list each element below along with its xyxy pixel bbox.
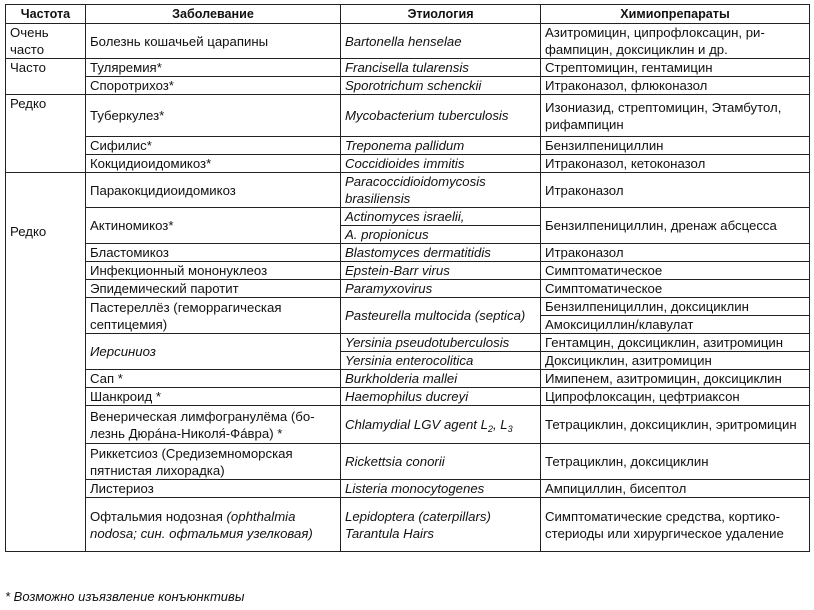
drugs-cell: Гентамцин, доксициклин, азитромицин — [541, 334, 810, 352]
disease-cell: Туляремия* — [86, 59, 341, 77]
table-row — [6, 95, 810, 137]
disease-cell: Пастереллёз (геморрагическая септицемия) — [86, 298, 341, 334]
disease-cell: Шанкроид * — [86, 388, 341, 406]
table-row — [6, 137, 810, 155]
drugs-cell: Доксициклин, азитромицин — [541, 352, 810, 370]
drugs-cell: Итраконазол — [541, 244, 810, 262]
etiology-cell: Blastomyces dermatitidis — [341, 244, 541, 262]
frequency-cell: Редко — [6, 95, 86, 173]
drugs-cell: Итраконазол — [541, 173, 810, 208]
drugs-cell: Ампициллин, бисептол — [541, 480, 810, 498]
disease-cell: Эпидемический паротит — [86, 280, 341, 298]
drugs-cell: Ципрофлоксацин, цефтриаксон — [541, 388, 810, 406]
table-row — [6, 334, 810, 352]
drugs-cell: Изониазид, стрептомицин, Этамбутол, рифампицин — [541, 95, 810, 137]
etiology-cell: Yersinia enterocolitica — [341, 352, 541, 370]
frequency-cell: Очень часто — [6, 24, 86, 59]
etiology-text: Chlamydial LGV agent L — [345, 417, 488, 432]
drugs-cell: Итраконазол, флюконазол — [541, 77, 810, 95]
etiology-cell: Listeria monocytogenes — [341, 480, 541, 498]
table-row — [6, 244, 810, 262]
drugs-cell: Бензилпенициллин, доксициклин — [541, 298, 810, 316]
etiology-cell: Coccidioides immitis — [341, 155, 541, 173]
table-row — [6, 173, 810, 208]
table-row — [6, 388, 810, 406]
etiology-cell: Lepidoptera (caterpillars) Tarantula Hairs — [341, 498, 541, 552]
drugs-cell: Бензилпенициллин, дренаж абсцесса — [541, 208, 810, 244]
drugs-cell: Симптоматическое — [541, 280, 810, 298]
drugs-cell: Тетрациклин, доксициклин — [541, 444, 810, 480]
drugs-cell: Бензилпенициллин — [541, 137, 810, 155]
frequency-cell: Часто — [6, 59, 86, 95]
header-frequency: Частота — [6, 5, 86, 24]
drugs-cell: Имипенем, азитромицин, доксициклин — [541, 370, 810, 388]
table-header-row — [6, 5, 810, 24]
disease-cell: Венерическая лимфогранулёма (болезнь Дюрáна-Николя́-Фáвра) * — [86, 406, 341, 444]
disease-cell: Иерсиниоз — [86, 334, 341, 370]
etiology-cell: Chlamydial LGV agent $L_2$, $L_3$ — [341, 406, 541, 444]
etiology-cell: Haemophilus ducreyi — [341, 388, 541, 406]
disease-cell: Паракокцидиоидомикоз — [86, 173, 341, 208]
etiology-cell: Actinomyces israelii, — [341, 208, 541, 226]
etiology-cell: Epstein-Barr virus — [341, 262, 541, 280]
drugs-cell: Симптоматическое — [541, 262, 810, 280]
table-row — [6, 298, 810, 316]
drugs-cell: Тетрациклин, доксициклин, эритромицин — [541, 406, 810, 444]
disease-cell: Сифилис* — [86, 137, 341, 155]
etiology-cell: Paracoccidioidomycosis brasiliensis — [341, 173, 541, 208]
disease-synonym: (ophthalmia nodosa; син. офтальмия узелковая) — [90, 508, 313, 541]
table-row — [6, 370, 810, 388]
etiology-cell: Francisella tularensis — [341, 59, 541, 77]
frequency-cell — [6, 173, 86, 552]
disease-cell: Болезнь кошачьей царапины — [86, 24, 341, 59]
etiology-cell: Burkholderia mallei — [341, 370, 541, 388]
header-disease: Заболевание — [86, 5, 341, 24]
disease-cell: Сап * — [86, 370, 341, 388]
table-row — [6, 498, 810, 552]
disease-cell: Листериоз — [86, 480, 341, 498]
disease-cell: Туберкулез* — [86, 95, 341, 137]
disease-cell: Бластомикоз — [86, 244, 341, 262]
disease-cell: Инфекционный мононуклеоз — [86, 262, 341, 280]
etiology-cell: Treponema pallidum — [341, 137, 541, 155]
etiology-cell: A. propionicus — [341, 226, 541, 244]
table-row — [6, 208, 810, 226]
etiology-cell: Rickettsia conorii — [341, 444, 541, 480]
etiology-cell: Yersinia pseudotuberculosis — [341, 334, 541, 352]
table-row — [6, 24, 810, 59]
disease-cell: Кокцидиоидомикоз* — [86, 155, 341, 173]
table-row — [6, 406, 810, 444]
header-etiology: Этиология — [341, 5, 541, 24]
etiology-cell: Bartonella henselae — [341, 24, 541, 59]
subscript: 3 — [507, 424, 513, 434]
etiology-cell: Paramyxovirus — [341, 280, 541, 298]
table-row — [6, 480, 810, 498]
frequency-label: Редко — [10, 224, 47, 239]
drugs-cell: Амоксициллин/клавулат — [541, 316, 810, 334]
disease-cell: Риккетсиоз (Средиземноморская пятнистая лихорадка) — [86, 444, 341, 480]
drugs-cell: Стрептомицин, гентамицин — [541, 59, 810, 77]
table-row — [6, 77, 810, 95]
etiology-cell: Sporotrichum schenckii — [341, 77, 541, 95]
table-row — [6, 444, 810, 480]
disease-cell: Актиномикоз* — [86, 208, 341, 244]
table-row — [6, 155, 810, 173]
drugs-cell: Итраконазол, кетоконазол — [541, 155, 810, 173]
disease-cell: Споротрихоз* — [86, 77, 341, 95]
subscript: 2 — [487, 424, 493, 434]
etiology-cell: Mycobacterium tuberculosis — [341, 95, 541, 137]
table-row — [6, 59, 810, 77]
header-drugs: Химиопрепараты — [541, 5, 810, 24]
disease-text: Офтальмия нодозная — [90, 508, 223, 524]
etiology-table — [5, 4, 810, 552]
etiology-cell: Pasteurella multocida (septica) — [341, 298, 541, 334]
disease-cell — [86, 498, 341, 552]
table-row — [6, 262, 810, 280]
footnote: * Возможно изъязвление конъюнктивы — [5, 589, 245, 604]
drugs-cell: Азитромицин, ципрофлоксацин, рифампицин, доксициклин и др. — [541, 24, 810, 59]
table-row — [6, 280, 810, 298]
drugs-cell: Симптоматические средства, кортикостериоды или хирургическое удаление — [541, 498, 810, 552]
